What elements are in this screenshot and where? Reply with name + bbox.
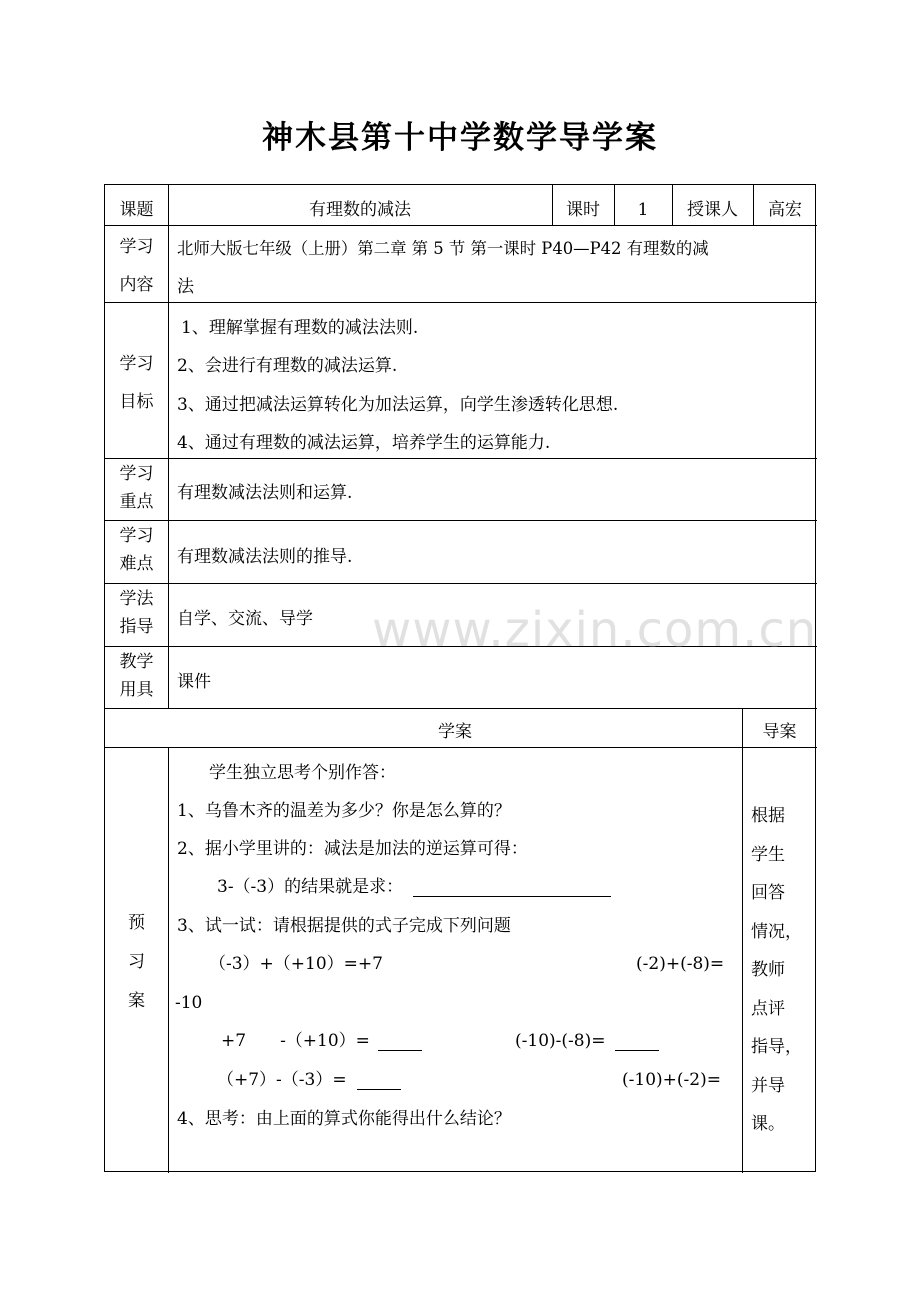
equation-1-right: (-2)+(-8)= xyxy=(636,954,725,974)
question-3: 3、试一试：请根据提供的式子完成下列问题 xyxy=(177,916,511,936)
equation-1-left: （-3）+（+10）=+7 xyxy=(209,954,383,974)
teacher-value: 高宏 xyxy=(768,200,802,220)
tools-text: 课件 xyxy=(177,672,211,692)
key-points-label xyxy=(105,462,168,514)
equation-3-left xyxy=(217,1070,401,1090)
topic-value: 有理数的减法 xyxy=(309,200,411,220)
label-column-divider xyxy=(168,185,169,708)
content-label xyxy=(105,235,168,297)
row-divider xyxy=(105,302,817,303)
answer-blank[interactable] xyxy=(413,878,611,897)
label-column-divider xyxy=(168,747,169,1173)
period-label: 课时 xyxy=(566,200,600,220)
guide-line: 课。 xyxy=(751,1114,785,1134)
equation-2-left xyxy=(221,1031,422,1051)
guide-plan-header: 导案 xyxy=(762,722,797,742)
content-label-line: 内容 xyxy=(119,275,154,295)
equation-3-left-text: （+7）-（-3）= xyxy=(217,1070,347,1090)
guide-line: 回答 xyxy=(751,883,785,903)
equation-2-right xyxy=(515,1031,659,1051)
row-divider xyxy=(105,225,817,226)
methods-label-line: 学法 xyxy=(119,589,154,609)
key-points-label-line: 学习 xyxy=(119,464,154,484)
content-label-line: 学习 xyxy=(119,237,154,257)
question-2-sub xyxy=(217,877,611,897)
guide-line: 点评 xyxy=(751,998,785,1019)
watermark: www.zixin.com.cn xyxy=(372,602,818,658)
topic-label: 课题 xyxy=(119,200,154,220)
question-1: 1、乌鲁木齐的温差为多少？你是怎么算的？ xyxy=(177,801,511,821)
guide-line: 并导 xyxy=(751,1075,785,1096)
tools-label-line: 用具 xyxy=(119,680,154,700)
answer-blank[interactable] xyxy=(615,1032,659,1051)
equation-2-right-text: (-10)-(-8)= xyxy=(515,1031,606,1051)
guide-line: 根据 xyxy=(751,806,785,826)
key-points-label-line: 重点 xyxy=(119,492,154,512)
methods-label-line: 指导 xyxy=(119,617,154,637)
preview-label xyxy=(105,913,168,1011)
period-value: 1 xyxy=(637,200,649,220)
difficulties-label xyxy=(105,524,168,576)
objective-item: 2、会进行有理数的减法运算. xyxy=(177,356,398,376)
methods-label xyxy=(105,587,168,639)
objective-item: 3、通过把减法运算转化为加法运算，向学生渗透转化思想. xyxy=(177,395,619,415)
methods-text: 自学、交流、导学 xyxy=(177,609,313,629)
lesson-plan-table xyxy=(104,184,816,1172)
tools-label xyxy=(105,650,168,702)
objectives-label xyxy=(105,352,168,414)
difficulties-label-line: 学习 xyxy=(119,526,154,546)
objective-item: 1、理解掌握有理数的减法法则. xyxy=(181,318,419,338)
preview-intro: 学生独立思考个别作答： xyxy=(209,763,396,783)
answer-blank[interactable] xyxy=(357,1071,401,1090)
guide-line: 指导， xyxy=(751,1037,802,1057)
objective-item: 4、通过有理数的减法运算，培养学生的运算能力. xyxy=(177,433,551,453)
objectives-label-line: 目标 xyxy=(119,392,154,412)
guide-line: 情况， xyxy=(751,921,802,942)
study-plan-header: 学案 xyxy=(438,722,472,742)
equation-2-operation: -（+10）= xyxy=(280,1031,370,1051)
question-2-sub-text: 3-（-3）的结果就是求： xyxy=(217,877,404,897)
question-2: 2、据小学里讲的：减法是加法的逆运算可得： xyxy=(177,839,528,859)
guide-notes xyxy=(751,797,802,1144)
tools-label-line: 教学 xyxy=(119,652,154,672)
row-divider xyxy=(105,747,817,748)
guide-line: 教师 xyxy=(751,960,785,980)
difficulties-text: 有理数减法法则的推导. xyxy=(177,547,353,567)
preview-label-char: 预 xyxy=(128,913,145,933)
equation-3-right: (-10)+(-2)= xyxy=(622,1070,721,1090)
row-divider xyxy=(105,520,817,521)
row-divider xyxy=(105,458,817,459)
content-line: 北师大版七年级（上册）第二章 第 5 节 第一课时 P40—P42 有理数的减 xyxy=(177,239,709,258)
row-divider xyxy=(105,708,817,709)
guide-column-divider xyxy=(742,708,743,1173)
answer-blank[interactable] xyxy=(378,1032,422,1051)
content-line: 法 xyxy=(177,277,194,297)
teacher-label: 授课人 xyxy=(687,200,738,220)
guide-line: 学生 xyxy=(751,844,785,865)
equation-1-continued: -10 xyxy=(175,993,203,1013)
difficulties-label-line: 难点 xyxy=(119,554,154,574)
page-title: 神木县第十中学数学导学案 xyxy=(262,120,658,156)
equation-2-operand: +7 xyxy=(221,1031,247,1051)
preview-label-char: 习 xyxy=(128,952,145,972)
row-divider xyxy=(105,583,817,584)
preview-label-char: 案 xyxy=(128,991,145,1011)
objectives-label-line: 学习 xyxy=(119,354,154,374)
key-points-text: 有理数减法法则和运算. xyxy=(177,483,353,503)
question-4: 4、思考：由上面的算式你能得出什么结论？ xyxy=(177,1109,511,1129)
